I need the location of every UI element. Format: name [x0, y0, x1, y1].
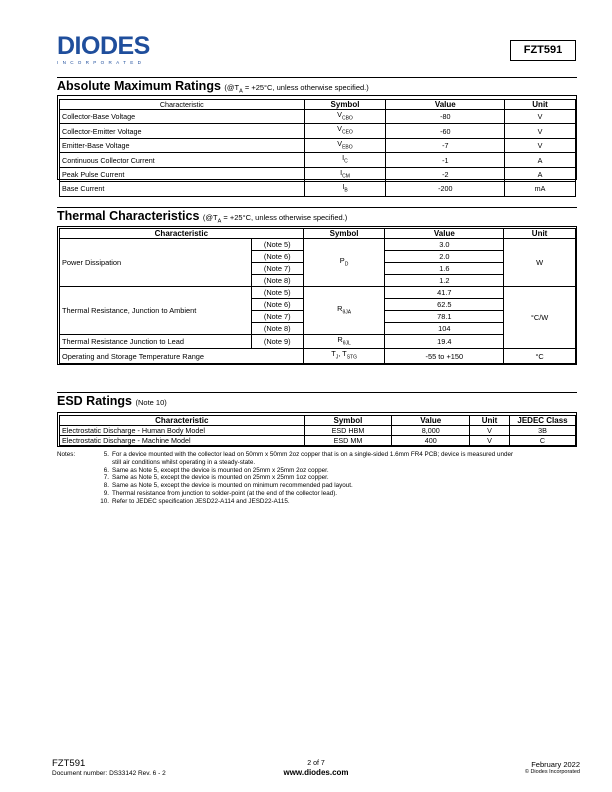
characteristic-cell: Base Current: [60, 182, 305, 196]
value-cell: -1: [386, 153, 505, 167]
esd-table: [59, 415, 576, 446]
table-header-row: [60, 229, 576, 239]
value-cell: 78.1: [385, 311, 504, 323]
column-header: Value: [385, 229, 504, 239]
note-item: 6. Same as Note 5, except the device is mounted on 25mm x 25mm 2oz copper.: [103, 466, 329, 474]
value-cell: 19.4: [385, 335, 504, 349]
unit-cell: W: [504, 239, 576, 287]
note-cell: (Note 9): [251, 335, 303, 349]
symbol-cell: $V_{CBO}$: [304, 110, 386, 124]
column-header: Symbol: [304, 100, 386, 110]
thermal-condition: ($@T_A = +25^\circ C$, unless otherwise specified.): [202, 213, 348, 225]
table-row: [60, 138, 576, 152]
note-item: 8. Same as Note 5, except the device is mounted on minimum recommended pad layout.: [103, 482, 353, 490]
value-cell: -200: [386, 182, 505, 196]
characteristic-cell: Electrostatic Discharge - Human Body Model: [60, 426, 305, 436]
symbol-cell: $I_{CM}$: [304, 167, 386, 181]
column-header: Unit: [470, 416, 510, 426]
value-cell: -60: [386, 124, 505, 138]
note-cell: (Note 5): [251, 287, 303, 299]
symbol-cell: $R_{\theta JL}$: [303, 335, 385, 349]
characteristic-cell: Electrostatic Discharge - Machine Model: [60, 436, 305, 446]
table-row: [60, 182, 576, 196]
symbol-cell: ESD MM: [304, 436, 392, 446]
note-cell: (Note 7): [251, 311, 303, 323]
table-header-row: [60, 100, 576, 110]
note-cell: (Note 8): [251, 275, 303, 287]
unit-cell: A: [505, 153, 576, 167]
column-header: Characteristic: [60, 100, 305, 110]
column-header: JEDEC Class: [510, 416, 576, 426]
symbol-cell: ESD HBM: [304, 426, 392, 436]
table-row: [60, 167, 576, 181]
characteristic-cell: Power Dissipation: [60, 239, 252, 287]
note-item: 7. Same as Note 5, except the device is mounted on 25mm x 25mm 1oz copper.: [103, 474, 329, 482]
table-row: [60, 110, 576, 124]
jedec-class-cell: 3B: [510, 426, 576, 436]
symbol-cell: $P_D$: [303, 239, 385, 287]
footer-date: February 2022: [531, 760, 580, 769]
table-row: [60, 239, 576, 251]
unit-cell: V: [505, 138, 576, 152]
column-header: Symbol: [304, 416, 392, 426]
column-header: Symbol: [303, 229, 385, 239]
value-cell: -55 to +150: [385, 349, 504, 363]
unit-cell: V: [470, 436, 510, 446]
characteristic-cell: Collector-Emitter Voltage: [60, 124, 305, 138]
unit-cell: A: [505, 167, 576, 181]
value-cell: 104: [385, 323, 504, 335]
unit-cell: V: [505, 110, 576, 124]
note-cell: (Note 8): [251, 323, 303, 335]
unit-cell: °C/W: [504, 287, 576, 349]
characteristic-cell: Operating and Storage Temperature Range: [60, 349, 304, 363]
note-cell: (Note 6): [251, 299, 303, 311]
value-cell: 8,000: [392, 426, 470, 436]
table-row: [60, 349, 576, 363]
symbol-cell: $R_{\theta JA}$: [303, 287, 385, 335]
abs-max-title: Absolute Maximum Ratings ($@T_A = +25^\circ C$, unless otherwise specified.): [57, 79, 369, 95]
section-rule: [57, 392, 577, 393]
characteristic-cell: Collector-Base Voltage: [60, 110, 305, 124]
column-header: Value: [386, 100, 505, 110]
characteristic-cell: Peak Pulse Current: [60, 167, 305, 181]
symbol-cell: $V_{EBO}$: [304, 138, 386, 152]
thermal-title: Thermal Characteristics ($@T_A = +25^\circ C$, unless otherwise specified.): [57, 209, 348, 225]
table-row: [60, 335, 576, 349]
symbol-cell: $V_{CEO}$: [304, 124, 386, 138]
table-row: [60, 436, 576, 446]
esd-note-ref: (Note 10): [135, 398, 167, 407]
note-item: 5. For a device mounted with the collector lead on 50mm x 50mm 2oz copper that is on a single-sided 1.6mm FR4 PCB; device is measured under still air conditions whilst operating in a steady-state.: [103, 451, 514, 466]
footer-website[interactable]: www.diodes.com: [283, 768, 349, 777]
value-cell: -2: [386, 167, 505, 181]
table-row: [60, 426, 576, 436]
note-cell: (Note 5): [251, 239, 303, 251]
table-row: [60, 124, 576, 138]
value-cell: 1.2: [385, 275, 504, 287]
note-item: 10. Refer to JEDEC specification JESD22-A114 and JESD22-A115.: [100, 497, 290, 505]
diodes-logo: [57, 34, 161, 68]
table-row: [60, 153, 576, 167]
unit-cell: V: [470, 426, 510, 436]
value-cell: 41.7: [385, 287, 504, 299]
thermal-table: [59, 228, 576, 364]
value-cell: 2.0: [385, 251, 504, 263]
part-number-box: FZT591: [510, 40, 576, 61]
value-cell: 62.5: [385, 299, 504, 311]
symbol-cell: $I_C$: [304, 153, 386, 167]
symbol-cell: $T_J$, $T_{STG}$: [303, 349, 385, 363]
unit-cell: mA: [505, 182, 576, 196]
logo-wordmark: DIODES: [57, 32, 150, 60]
abs-max-condition: ($@T_A = +25^\circ C$, unless otherwise specified.): [224, 83, 369, 95]
value-cell: -80: [386, 110, 505, 124]
logo-incorporated: INCORPORATED: [57, 60, 146, 65]
footer-doc-number: Document number: DS33142 Rev. 6 - 2: [52, 770, 166, 777]
esd-title: ESD Ratings (Note 10): [57, 394, 167, 408]
note-cell: (Note 7): [251, 263, 303, 275]
value-cell: 3.0: [385, 239, 504, 251]
footer-part: FZT591: [52, 758, 86, 769]
characteristic-cell: Thermal Resistance Junction to Lead: [60, 335, 252, 349]
note-cell: (Note 6): [251, 251, 303, 263]
note-item: 9. Thermal resistance from junction to solder-point (at the end of the collector lead).: [103, 489, 338, 497]
value-cell: 400: [392, 436, 470, 446]
column-header: Unit: [504, 229, 576, 239]
section-rule: [57, 77, 577, 78]
symbol-cell: $I_B$: [304, 182, 386, 196]
table-header-row: [60, 416, 576, 426]
column-header: Characteristic: [60, 229, 304, 239]
unit-cell: V: [505, 124, 576, 138]
footer-copyright: © Diodes Incorporated: [524, 769, 580, 775]
section-rule: [57, 207, 577, 208]
abs-max-table: [59, 99, 576, 197]
column-header: Characteristic: [60, 416, 305, 426]
column-header: Value: [392, 416, 470, 426]
unit-cell: °C: [504, 349, 576, 363]
value-cell: -7: [386, 138, 505, 152]
characteristic-cell: Continuous Collector Current: [60, 153, 305, 167]
notes-label: Notes:: [57, 451, 76, 458]
footer-page: 2 of 7: [307, 760, 325, 767]
characteristic-cell: Emitter-Base Voltage: [60, 138, 305, 152]
value-cell: 1.6: [385, 263, 504, 275]
table-row: [60, 287, 576, 299]
characteristic-cell: Thermal Resistance, Junction to Ambient: [60, 287, 252, 335]
column-header: Unit: [505, 100, 576, 110]
jedec-class-cell: C: [510, 436, 576, 446]
